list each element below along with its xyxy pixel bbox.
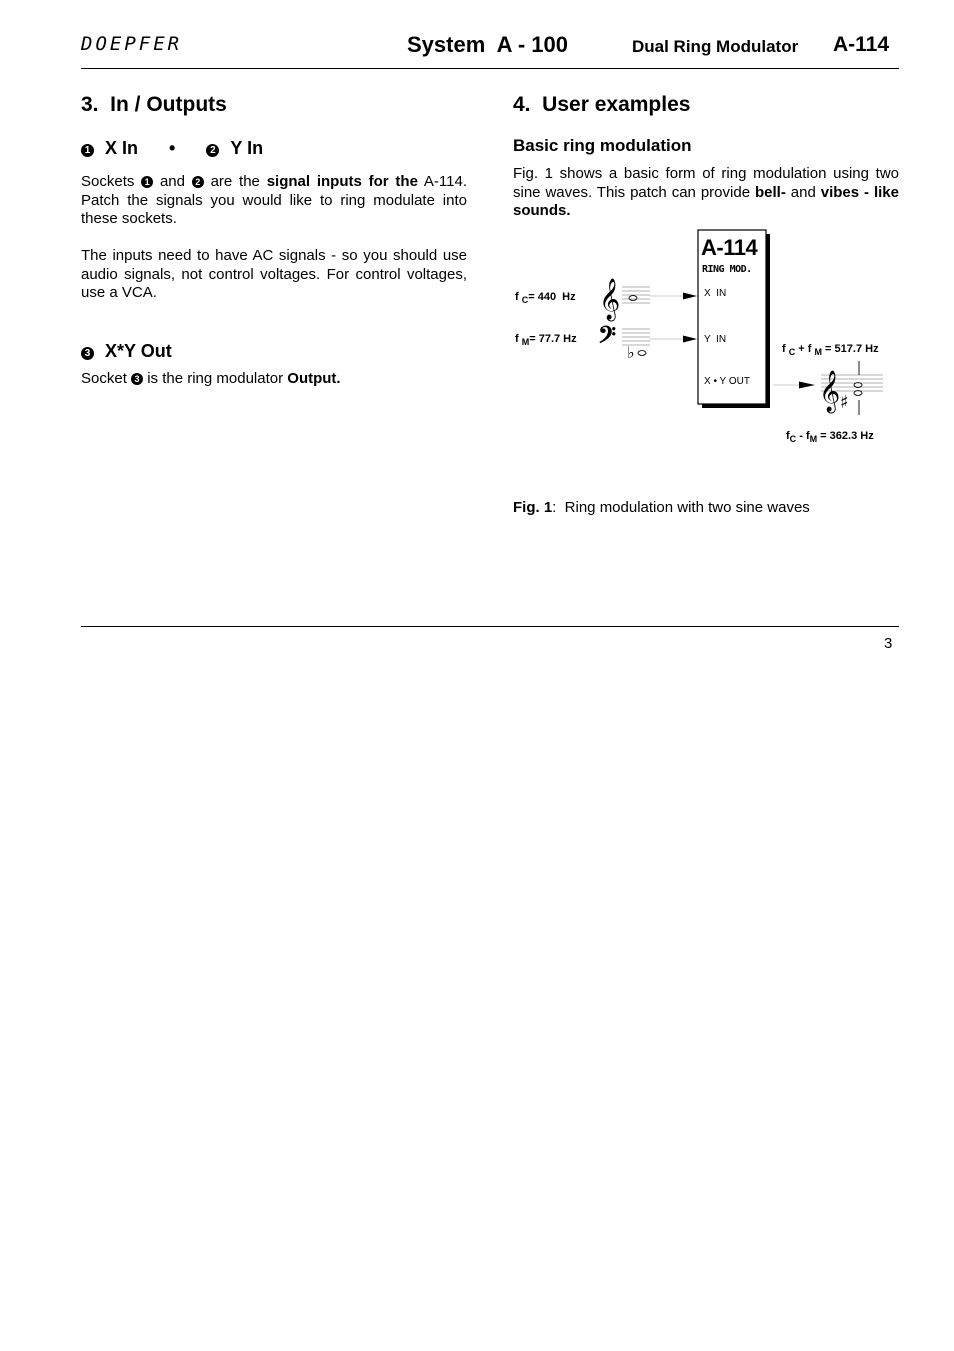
system-title: System A - 100 bbox=[407, 32, 569, 57]
label-y-in: Y In bbox=[230, 138, 264, 158]
jack-xy-out[interactable]: X • Y OUT bbox=[704, 376, 750, 387]
subheading-basic-ring-modulation: Basic ring modulation bbox=[513, 136, 692, 155]
bullet-separator: • bbox=[169, 138, 176, 158]
treble-clef-icon: 𝄞 bbox=[599, 279, 621, 320]
treble-staff bbox=[599, 278, 650, 321]
label-diff: $f_C - f_M = 362.3$ Hz bbox=[786, 430, 874, 445]
treble-clef-icon: 𝄞 bbox=[819, 371, 841, 412]
module-title: Dual Ring Modulator bbox=[632, 37, 799, 56]
output-staff bbox=[819, 361, 883, 415]
number-badge: 3 bbox=[81, 347, 94, 360]
label-fc: f $_C$= 440 Hz bbox=[515, 291, 576, 306]
module-subtitle: RING MOD. bbox=[702, 264, 752, 275]
sharp-sign-icon: ♯ bbox=[840, 392, 849, 413]
number-badge: 2 bbox=[192, 176, 204, 188]
bass-staff bbox=[598, 321, 650, 362]
label-sum: f $_C$ + f $_M$ = 517.7 Hz bbox=[782, 343, 879, 358]
page-number: 3 bbox=[884, 635, 893, 652]
label-xy-out: X*Y Out bbox=[105, 341, 172, 361]
number-badge: 2 bbox=[206, 144, 219, 157]
section-title-in-outputs: 3. In / Outputs bbox=[81, 93, 227, 116]
label-fm: f $_M$= 77.7 Hz bbox=[515, 333, 577, 348]
jack-x-in[interactable]: X IN bbox=[704, 288, 727, 299]
subheading-x-y-in bbox=[81, 138, 263, 159]
flat-sign-icon: ♭ bbox=[627, 343, 635, 362]
paragraph-inputs: Sockets 1 and 2 are the signal inputs for the A-114. Patch the signals you would like to ring modulate into these sockets. bbox=[81, 173, 467, 227]
figure-ring-modulation bbox=[505, 225, 905, 450]
label-x-in: X In bbox=[105, 138, 139, 158]
arrow-out-icon bbox=[799, 382, 815, 389]
module-number: A-114 bbox=[833, 33, 890, 56]
section-title-user-examples: 4. User examples bbox=[513, 93, 691, 116]
whole-note-icon bbox=[629, 296, 637, 301]
arrow-y-in-icon bbox=[683, 336, 697, 343]
number-badge: 1 bbox=[81, 144, 94, 157]
paragraph-output: Socket 3 is the ring modulator Output. bbox=[81, 370, 341, 387]
subheading-xy-out bbox=[81, 341, 172, 362]
number-badge: 1 bbox=[141, 176, 153, 188]
figure-caption: Fig. 1: Ring modulation with two sine waves bbox=[513, 499, 810, 516]
bass-clef-icon: 𝄢 bbox=[598, 321, 617, 354]
module-name: A-114 bbox=[701, 235, 758, 260]
number-badge: 3 bbox=[131, 373, 143, 385]
arrow-x-in-icon bbox=[683, 293, 697, 300]
paragraph-fig-description: Fig. 1 shows a basic form of ring modulation using two sine waves. This patch can provide bell- and vibes - like sounds. bbox=[513, 165, 899, 219]
header-rule bbox=[81, 68, 899, 69]
footer-rule bbox=[81, 626, 899, 627]
brand-logo: DOEPFER bbox=[81, 33, 183, 55]
paragraph-ac-signals: The inputs need to have AC signals - so you should use audio signals, not control voltages. For control voltages, use a VCA. bbox=[81, 247, 467, 301]
jack-y-in[interactable]: Y IN bbox=[704, 334, 727, 345]
whole-note-icon bbox=[638, 351, 646, 356]
